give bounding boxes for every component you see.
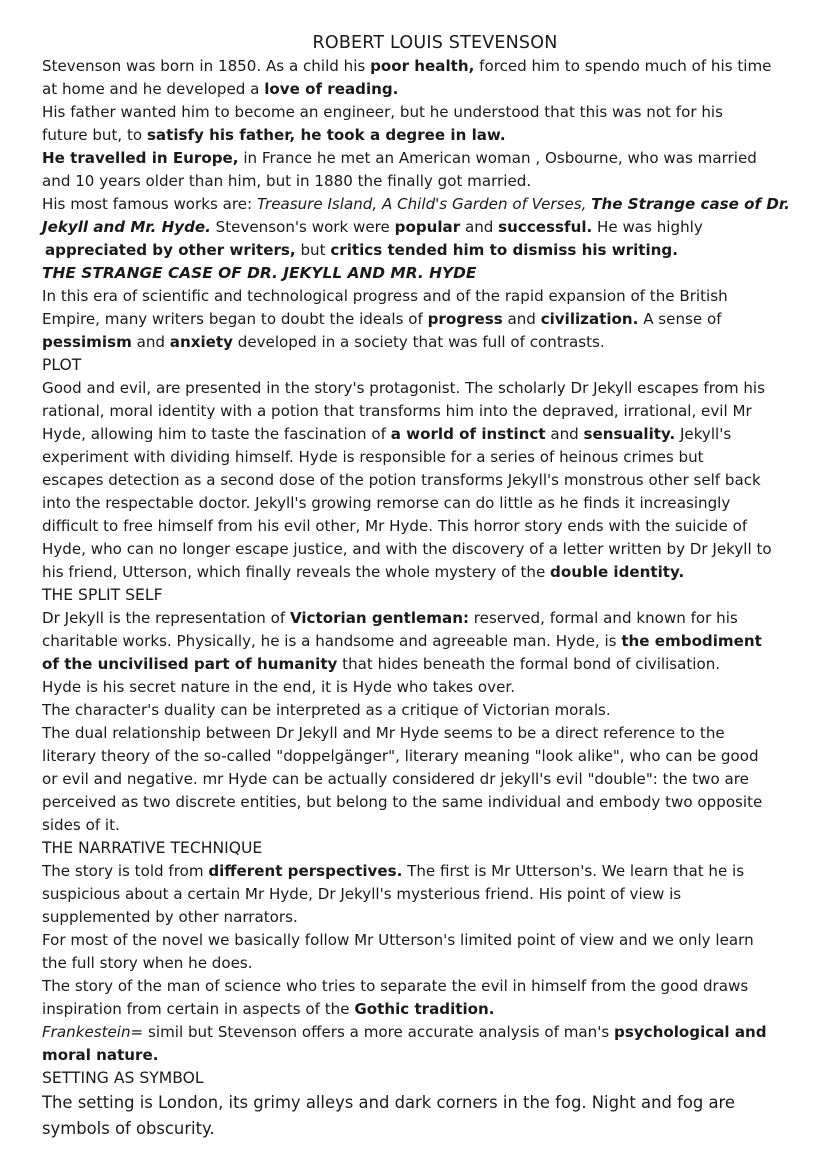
text-run: Empire, many writers began to doubt the ideals of [42, 310, 428, 328]
document-page [42, 31, 802, 1142]
text-line [42, 1090, 802, 1116]
section-heading [42, 354, 802, 377]
text-run: perceived as two discrete entities, but belong to the same individual and embody two opposite [42, 793, 763, 811]
text-run: or evil and negative. mr Hyde can be actually considered dr jekyll's evil "double": the two are [42, 770, 749, 788]
text-run: future but, to [42, 126, 147, 144]
text-run: His father wanted him to become an engineer, but he understood that this was not for his [42, 103, 723, 121]
text-line [42, 124, 802, 147]
text-run: the full story when he does. [42, 954, 253, 972]
emphasis-run: Gothic tradition. [354, 1000, 495, 1018]
text-run: difficult to free himself from his evil other, Mr Hyde. This horror story ends with the suicide of [42, 517, 748, 535]
text-run: THE STRANGE CASE OF DR. JEKYLL AND MR. HYDE [42, 264, 477, 282]
text-line [42, 929, 802, 952]
emphasis-run: Victorian gentleman: [289, 609, 469, 627]
emphasis-run: the embodiment [621, 632, 762, 650]
text-run: The setting is London, its grimy alleys and dark corners in the fog. Night and fog are [42, 1093, 735, 1112]
text-run: and [460, 218, 499, 236]
text-run: charitable works. Physically, he is a handsome and agreeable man. Hyde, is [42, 632, 622, 650]
text-line [42, 699, 802, 722]
document-title: ROBERT LOUIS STEVENSON [312, 33, 558, 53]
text-run: Hyde, who can no longer escape justice, and with the discovery of a letter written by Dr Jekyll to [42, 540, 772, 558]
text-run: The story is told from [42, 862, 209, 880]
text-run: Stevenson's work were [210, 218, 395, 236]
text-run: in France he met an American woman , Osbourne, who was married [238, 149, 757, 167]
text-run: experiment with dividing himself. Hyde is responsible for a series of heinous crimes but [42, 448, 704, 466]
text-line [42, 561, 802, 584]
emphasis-run: love of reading. [264, 80, 399, 98]
text-run: symbols of obscurity. [42, 1119, 215, 1138]
emphasis-run: The Strange case of Dr. [591, 195, 790, 213]
text-run: The first is Mr Utterson's. We learn that he is [402, 862, 745, 880]
emphasis-run: Frankestein= [42, 1023, 144, 1041]
text-line [42, 492, 802, 515]
text-run: THE NARRATIVE TECHNIQUE [42, 839, 263, 857]
text-run: and [502, 310, 541, 328]
emphasis-run: pessimism [42, 333, 132, 351]
document-body [42, 55, 802, 1142]
emphasis-run: of the uncivilised part of humanity [42, 655, 338, 673]
text-line [42, 676, 802, 699]
emphasis-run: appreciated by other writers, [45, 241, 296, 259]
text-run: simil but Stevenson offers a more accurate analysis of man's [143, 1023, 615, 1041]
emphasis-run: sensuality. [583, 425, 676, 443]
text-run: reserved, formal and known for his [469, 609, 738, 627]
text-line [42, 998, 802, 1021]
text-line [42, 400, 802, 423]
text-line [42, 308, 802, 331]
text-run: and 10 years older than him, but in 1880 the finally got married. [42, 172, 532, 190]
text-line [42, 1044, 802, 1067]
text-run: In this era of scientific and technological progress and of the rapid expansion of the British [42, 287, 728, 305]
text-line [42, 331, 802, 354]
emphasis-run: civilization. [540, 310, 639, 328]
text-line [42, 975, 802, 998]
text-run: Dr Jekyll is the representation of [42, 609, 290, 627]
text-line [42, 285, 802, 308]
text-run: Hyde is his secret nature in the end, it is Hyde who takes over. [42, 678, 516, 696]
text-line [42, 952, 802, 975]
emphasis-run: Treasure Island, A Child's Garden of Verses, [256, 195, 592, 213]
emphasis-run: successful. [498, 218, 593, 236]
section-heading [42, 584, 802, 607]
text-line [42, 791, 802, 814]
text-line [42, 101, 802, 124]
text-line [42, 377, 802, 400]
text-line [42, 55, 802, 78]
text-run: The story of the man of science who tries to separate the evil in himself from the good draws [42, 977, 749, 995]
emphasis-run: moral nature. [42, 1046, 159, 1064]
text-run: at home and he developed a [42, 80, 265, 98]
text-line [42, 423, 802, 446]
text-run: Hyde, allowing him to taste the fascination of [42, 425, 391, 443]
text-line [42, 1116, 802, 1142]
text-line [42, 78, 802, 101]
emphasis-run: different perspectives. [208, 862, 403, 880]
text-run: forced him to spendo much of his time [474, 57, 772, 75]
text-line [42, 170, 802, 193]
text-run: Stevenson was born in 1850. As a child his [42, 57, 371, 75]
text-line [42, 860, 802, 883]
text-run: inspiration from certain in aspects of the [42, 1000, 355, 1018]
text-run: The character's duality can be interpreted as a critique of Victorian morals. [42, 701, 611, 719]
text-run: into the respectable doctor. Jekyll's growing remorse can do little as he finds it increasingly [42, 494, 731, 512]
text-run: supplemented by other narrators. [42, 908, 298, 926]
emphasis-run: satisfy his father, he took a degree in law. [146, 126, 506, 144]
text-line [42, 630, 802, 653]
text-line [42, 745, 802, 768]
text-line [42, 906, 802, 929]
text-run: He was highly [592, 218, 703, 236]
emphasis-run: He travelled in Europe, [42, 149, 239, 167]
text-run: His most famous works are: [42, 195, 257, 213]
emphasis-run: critics tended him to dismiss his writing. [330, 241, 678, 259]
text-line [42, 446, 802, 469]
text-run: suspicious about a certain Mr Hyde, Dr Jekyll's mysterious friend. His point of view is [42, 885, 682, 903]
text-run: Good and evil, are presented in the story's protagonist. The scholarly Dr Jekyll escapes from his [42, 379, 765, 397]
text-run: Jekyll's [675, 425, 732, 443]
emphasis-run: double identity. [550, 563, 685, 581]
text-line [42, 814, 802, 837]
section-heading [42, 837, 802, 860]
text-line [42, 515, 802, 538]
text-run: and [545, 425, 584, 443]
emphasis-run: poor health, [370, 57, 475, 75]
text-run: his friend, Utterson, which finally reveals the whole mystery of the [42, 563, 551, 581]
text-run: THE SPLIT SELF [42, 586, 163, 604]
text-run: escapes detection as a second dose of the potion transforms Jekyll's monstrous other self back [42, 471, 761, 489]
text-line [42, 147, 802, 170]
text-line [42, 653, 802, 676]
text-line [42, 883, 802, 906]
emphasis-run: anxiety [169, 333, 233, 351]
text-run: but [295, 241, 331, 259]
text-run: A sense of [638, 310, 722, 328]
text-line [42, 239, 802, 262]
text-run: and [131, 333, 170, 351]
text-line [42, 722, 802, 745]
text-run: that hides beneath the formal bond of civilisation. [337, 655, 721, 673]
text-run: rational, moral identity with a potion that transforms him into the depraved, irrational, evil Mr [42, 402, 752, 420]
text-line [42, 469, 802, 492]
emphasis-run: a world of instinct [390, 425, 546, 443]
text-run: literary theory of the so-called "doppelgänger", literary meaning "look alike", who can be good [42, 747, 759, 765]
text-run: For most of the novel we basically follow Mr Utterson's limited point of view and we only learn [42, 931, 754, 949]
emphasis-run: psychological and [614, 1023, 767, 1041]
emphasis-run: Jekyll and Mr. Hyde. [42, 218, 211, 236]
text-run: The dual relationship between Dr Jekyll and Mr Hyde seems to be a direct reference to the [42, 724, 725, 742]
section-heading [42, 1067, 802, 1090]
emphasis-run: progress [427, 310, 503, 328]
text-run: developed in a society that was full of contrasts. [232, 333, 605, 351]
text-run: SETTING AS SYMBOL [42, 1069, 204, 1087]
text-line [42, 768, 802, 791]
text-run: PLOT [42, 356, 82, 374]
text-line [42, 193, 802, 216]
text-line [42, 1021, 802, 1044]
section-heading [42, 262, 802, 285]
text-run: sides of it. [42, 816, 120, 834]
text-line [42, 607, 802, 630]
emphasis-run: popular [394, 218, 461, 236]
text-line [42, 216, 802, 239]
text-line [42, 538, 802, 561]
